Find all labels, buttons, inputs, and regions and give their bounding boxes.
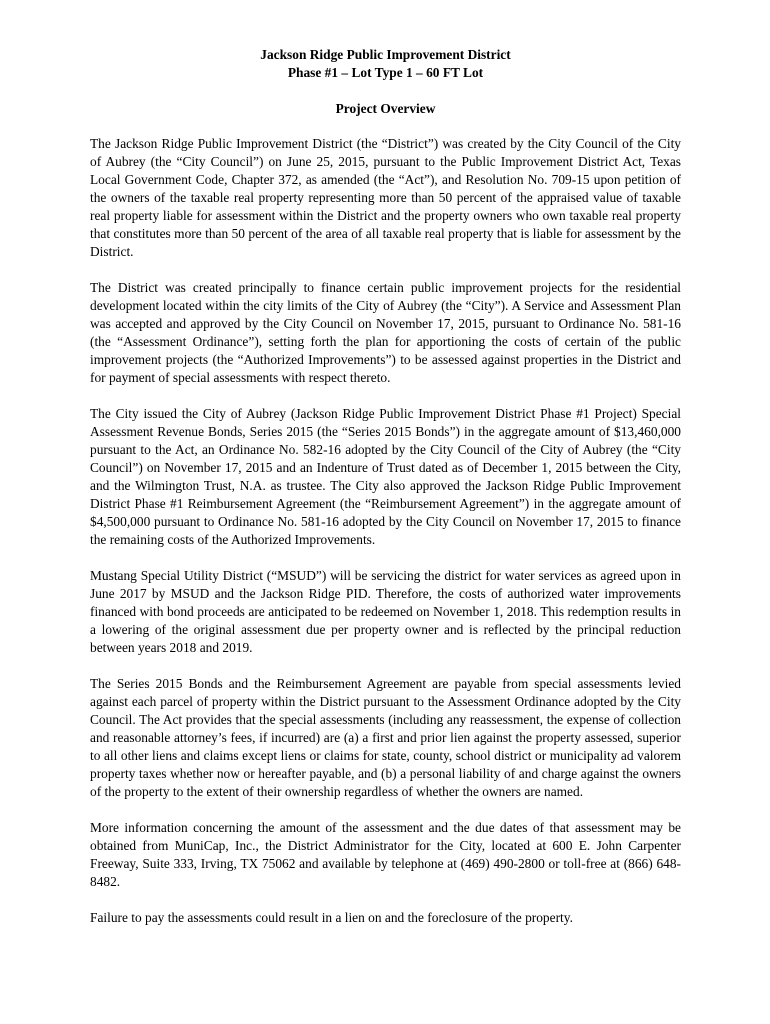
paragraph-contact-information: More information concerning the amount of the assessment and the due dates of that assessment may be obtained from MuniCap, Inc., the District Administrator for the City, located at 600 E. John Carpenter Freeway, Suite 333, Irving, TX 75062 and available by telephone at (469) 490-2800 or toll-free at (866) 648-8482. bbox=[90, 820, 681, 889]
document-page bbox=[90, 46, 681, 927]
paragraph-failure-to-pay: Failure to pay the assessments could result in a lien on and the foreclosure of the property. bbox=[90, 910, 573, 925]
section-heading: Project Overview bbox=[335, 101, 436, 116]
document-subtitle: Phase #1 – Lot Type 1 – 60 FT Lot bbox=[287, 65, 484, 80]
paragraph-district-creation: The Jackson Ridge Public Improvement District (the “District”) was created by the City Council of the City of Aubrey (the “City Council”) on June 25, 2015, pursuant to the Public Improvement District Act, Texas Local Government Code, Chapter 372, as amended (the “Act”), and Resolution No. 709-15 upon petition of the owners of the taxable real property representing more than 50 percent of the appraised value of taxable real property liable for assessment within the District and the property owners who own taxable real property that constitutes more than 50 percent of the area of all taxable real property that is liable for assessment by the District. bbox=[90, 136, 681, 259]
paragraph-bond-issuance: The City issued the City of Aubrey (Jackson Ridge Public Improvement District Phase #1 Project) Special Assessment Revenue Bonds, Series 2015 (the “Series 2015 Bonds”) in the aggregate amount of $13,460,000 pursuant to the Act, an Ordinance No. 582-16 adopted by the City Council of the City of Aubrey (the “City Council”) on November 17, 2015 and an Indenture of Trust dated as of December 1, 2015 between the City, and the Wilmington Trust, N.A. as trustee. The City also approved the Jackson Ridge Public Improvement District Phase #1 Reimbursement Agreement (the “Reimbursement Agreement”) in the aggregate amount of $4,500,000 pursuant to Ordinance No. 581-16 adopted by the City Council on November 17, 2015 to finance the remaining costs of the Authorized Improvements. bbox=[90, 406, 681, 547]
paragraph-assessment-liens: The Series 2015 Bonds and the Reimbursement Agreement are payable from special assessments levied against each parcel of property within the District pursuant to the Assessment Ordinance adopted by the City Council. The Act provides that the special assessments (including any reassessment, the expense of collection and reasonable attorney’s fees, if incurred) are (a) a first and prior lien against the property assessed, superior to all other liens and claims except liens or claims for state, county, school district or municipality ad valorem property taxes whether now or hereafter payable, and (b) a personal liability of and charge against the owners of the property to the extent of their ownership regardless of whether the owners are named. bbox=[90, 676, 681, 799]
document-title: Jackson Ridge Public Improvement District bbox=[260, 47, 511, 62]
paragraph-water-services: Mustang Special Utility District (“MSUD”) will be servicing the district for water services as agreed upon in June 2017 by MSUD and the Jackson Ridge PID. Therefore, the costs of authorized water improvements financed with bond proceeds are anticipated to be redeemed on November 1, 2018. This redemption results in a lowering of the original assessment due per property owner and is reflected by the principal reduction between years 2018 and 2019. bbox=[90, 568, 681, 655]
paragraph-district-purpose: The District was created principally to finance certain public improvement projects for the residential development located within the city limits of the City of Aubrey (the “City”). A Service and Assessment Plan was accepted and approved by the City Council on November 17, 2015, pursuant to Ordinance No. 581-16 (the “Assessment Ordinance”), setting forth the plan for apportioning the costs of certain of the public improvement projects (the “Authorized Improvements”) to be assessed against properties in the District and for payment of special assessments with respect thereto. bbox=[90, 280, 681, 385]
